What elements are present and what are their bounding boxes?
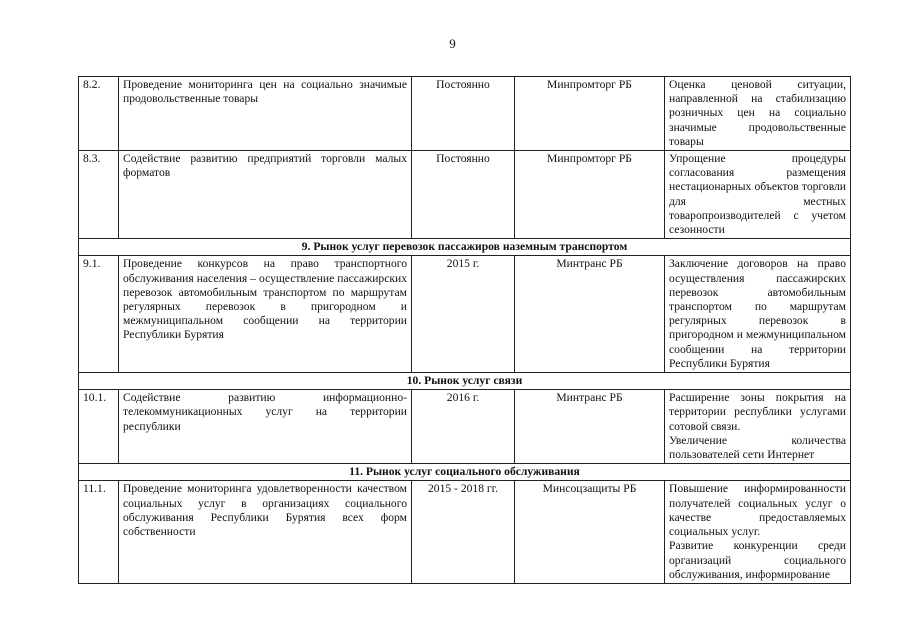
section-row: [79, 373, 851, 390]
result-paragraph: Расширение зоны покрытия на территории республики услугами сотовой связи.: [669, 391, 846, 433]
page-number: 9: [449, 36, 456, 51]
section-title: 10. Рынок услуг связи: [79, 373, 851, 390]
result-cell: [665, 151, 851, 239]
executor-cell: Минпромторг РБ: [515, 151, 665, 239]
executor-cell: Минтранс РБ: [515, 256, 665, 373]
action-cell: Содействие развитию информационно-телекоммуникационных услуг на территории республики: [119, 390, 412, 464]
section-row: [79, 464, 851, 481]
item-number: 9.1.: [79, 256, 119, 373]
result-cell: [665, 481, 851, 583]
action-cell: Содействие развитию предприятий торговли малых форматов: [119, 151, 412, 239]
executor-cell: Минпромторг РБ: [515, 77, 665, 151]
table-row: [79, 481, 851, 583]
action-cell: Проведение мониторинга цен на социально значимые продовольственные товары: [119, 77, 412, 151]
result-paragraph: Повышение информированности получателей социальных услуг о качестве предоставляемых социальных услуг.: [669, 482, 846, 539]
table-row: [79, 390, 851, 464]
result-paragraph: Упрощение процедуры согласования размещения нестационарных объектов торговли для местных товаропроизводителей с учетом сезонности: [669, 152, 846, 237]
term-cell: 2016 г.: [412, 390, 515, 464]
result-cell: [665, 77, 851, 151]
item-number: 10.1.: [79, 390, 119, 464]
result-cell: [665, 256, 851, 373]
table-row: [79, 151, 851, 239]
result-paragraph: Оценка ценовой ситуации, направленной на стабилизацию розничных цен на социально значимые продовольственные товары: [669, 78, 846, 148]
measures-table-body: [79, 77, 851, 584]
term-cell: 2015 г.: [412, 256, 515, 373]
section-title: 11. Рынок услуг социального обслуживания: [79, 464, 851, 481]
section-row: [79, 239, 851, 256]
result-paragraph: Заключение договоров на право осуществления пассажирских перевозок автомобильным транспортом по маршрутам регулярных перевозок в пригородном и межмуниципальном сообщении на территории Республики Бурятия: [669, 257, 846, 370]
section-title: 9. Рынок услуг перевозок пассажиров наземным транспортом: [79, 239, 851, 256]
table-row: [79, 256, 851, 373]
term-cell: Постоянно: [412, 77, 515, 151]
item-number: 8.2.: [79, 77, 119, 151]
table-row: [79, 77, 851, 151]
item-number: 8.3.: [79, 151, 119, 239]
result-paragraph: Развитие конкуренции среди организаций социального обслуживания, информирование: [669, 539, 846, 581]
executor-cell: Минсоцзащиты РБ: [515, 481, 665, 583]
action-cell: Проведение мониторинга удовлетворенности качеством социальных услуг в организациях социального обслуживания Республики Бурятия всех форм собственности: [119, 481, 412, 583]
term-cell: 2015 - 2018 гг.: [412, 481, 515, 583]
term-cell: Постоянно: [412, 151, 515, 239]
executor-cell: Минтранс РБ: [515, 390, 665, 464]
result-cell: [665, 390, 851, 464]
measures-table: [78, 76, 851, 584]
action-cell: Проведение конкурсов на право транспортного обслуживания населения – осуществление пассажирских перевозок автомобильным транспортом по маршрутам регулярных перевозок в пригородном и межмуниципальном сообщении на территории Республики Бурятия: [119, 256, 412, 373]
result-paragraph: Увеличение количества пользователей сети Интернет: [669, 433, 846, 462]
item-number: 11.1.: [79, 481, 119, 583]
